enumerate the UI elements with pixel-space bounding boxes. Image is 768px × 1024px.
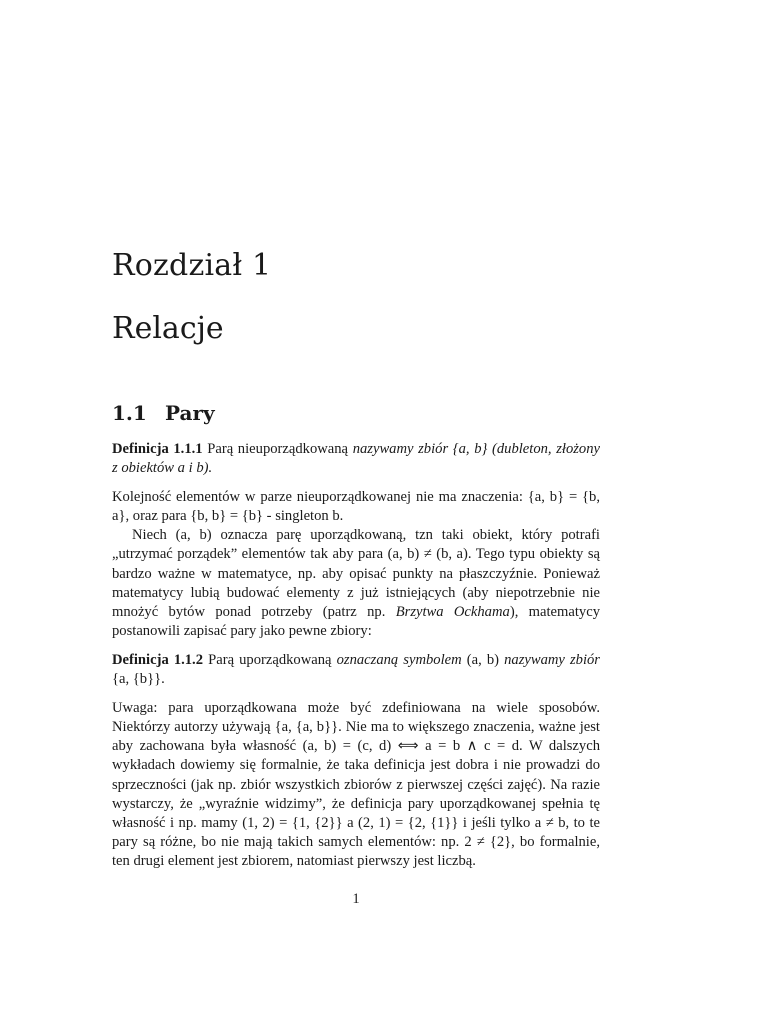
body-text (112, 440, 600, 871)
definition-1-text: nazywamy zbiór {a, b} (dubleton, złożony z obiektów a i b). (112, 441, 601, 477)
paragraph-3: Uwaga: para uporządkowana może być zdefiniowana na wiele sposobów. Niektórzy autorzy używają {a, {a, b}}. Nie ma to większego znaczenia, ważne jest aby zachowana była własność (a, b) = (c, d) ⟺ a = b ∧ c = d. W dalszych wykładach dowiemy się formalnie, że taka definicja jest dobra i nie prowadzi do sprzeczności (jak np. zbiór wszystkich zbiorów z pierwszej części zajęć). Na razie wystarczy, że „wyraźnie widzimy”, że definicja pary uporządkowanej spełnia tę własność i np. mamy (1, 2) = {1, {2}} a (2, 1) = {2, {1}} i jeśli tylko a ≠ b, to te pary są różne, bo nie mają takich samych elementów: np. 2 ≠ {2}, bo formalnie, ten drugi element jest zbiorem, natomiast pierwszy jest liczbą. (112, 700, 600, 869)
definition-2 (112, 651, 600, 689)
paragraph-2 (112, 526, 600, 641)
definition-2-set: {a, {b}}. (112, 671, 165, 688)
definition-2-text-1: oznaczaną symbolem (336, 651, 462, 668)
section-heading (112, 401, 215, 425)
definition-1-label: Definicja 1.1.1 (112, 441, 203, 457)
document-page (112, 0, 600, 1024)
definition-2-term: Parą uporządkowaną (208, 651, 332, 668)
definition-1 (112, 440, 600, 478)
paragraph-2-text: Niech (a, b) oznacza parę uporządkowaną, tzn taki obiekt, który potrafi „utrzymać porządek” elementów tak aby para (a, b) ≠ (b, a). Tego typu obiekty są bardzo ważne w matematyce, np. aby opisać punkty na płaszczyźnie. Ponieważ matematycy lubią budować elementy z już istniejących (aby niepotrzebnie nie mnożyć bytów ponad potrzeby (patrz np. (112, 527, 600, 620)
page-number: 1 (352, 891, 360, 907)
definition-2-label: Definicja 1.1.2 (112, 651, 204, 668)
paragraph-2-end: ), matematycy postanowili zapisać pary jako pewne zbiory: (112, 603, 600, 639)
definition-1-term: Parą nieuporządkowaną (207, 441, 349, 457)
section-number: 1.1 (112, 401, 147, 425)
chapter-label: Rozdział 1 (112, 248, 272, 283)
definition-2-text-2: nazywamy zbiór (504, 651, 600, 668)
section-title: Pary (165, 401, 215, 425)
definition-2-symbol: (a, b) (466, 651, 499, 668)
paragraph-1: Kolejność elementów w parze nieuporządkowanej nie ma znaczenia: {a, b} = {b, a}, oraz para {b, b} = {b} - singleton b. (112, 489, 600, 525)
chapter-title: Relacje (112, 311, 224, 346)
paragraph-2-italic: Brzytwa Ockhama (395, 603, 510, 620)
